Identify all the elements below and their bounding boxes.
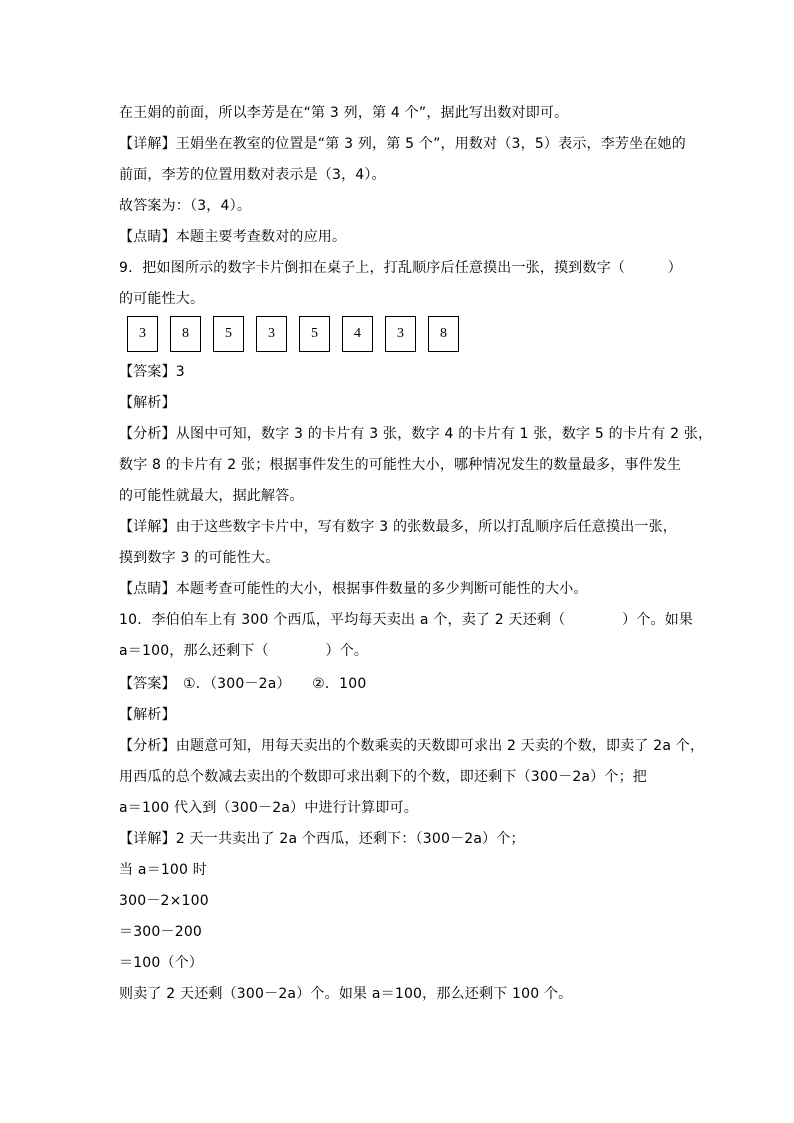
text-line: 【解析】 (119, 395, 176, 411)
text-line: 300－2×100 (119, 893, 209, 909)
text-line: 摸到数字 3 的可能性大。 (119, 550, 280, 566)
text-line: 则卖了 2 天还剩（300－2a）个。如果 a＝100，那么还剩下 100 个。 (119, 986, 573, 1002)
text-line: 当 a＝100 时 (119, 862, 208, 878)
text-line: 故答案为：（3，4）。 (119, 198, 252, 214)
text-line: 【分析】从图中可知，数字 3 的卡片有 3 张，数字 4 的卡片有 1 张，数字 5 的卡片有 2 张， (119, 426, 713, 442)
text-line: ＝300－200 (119, 924, 203, 940)
text-line: 的可能性大。 (119, 291, 205, 307)
text-line: a＝100 代入到（300－2a）中进行计算即可。 (119, 800, 418, 816)
digit-card: 3 (256, 316, 287, 352)
answer-line: 【答案】 ①．（300－2a） ②．100 (119, 676, 367, 692)
answer-line: 【答案】3 (119, 364, 185, 380)
text-line: 在王娟的前面，所以李芳是在“第 3 列，第 4 个”，据此写出数对即可。 (119, 105, 569, 121)
text-line: 【点睛】本题主要考查数对的应用。 (119, 229, 347, 245)
text-line: a＝100，那么还剩下（ ）个。 (119, 643, 369, 659)
question-10-line: 10．李伯伯车上有 300 个西瓜，平均每天卖出 a 个，卖了 2 天还剩（ ）个。如果 (119, 612, 694, 628)
text-line: 【详解】由于这些数字卡片中，写有数字 3 的张数最多，所以打乱顺序后任意摸出一张， (119, 519, 678, 535)
digit-card: 3 (385, 316, 416, 352)
digit-cards (127, 316, 467, 354)
text-line: 【解析】 (119, 707, 176, 723)
text-line: 【点睛】本题考查可能性的大小，根据事件数量的多少判断可能性的大小。 (119, 581, 588, 597)
digit-card: 8 (428, 316, 459, 352)
digit-card: 3 (127, 316, 158, 352)
digit-card: 5 (213, 316, 244, 352)
text-line: ＝100（个） (119, 955, 204, 971)
digit-card: 5 (299, 316, 330, 352)
text-line: 用西瓜的总个数减去卖出的个数即可求出剩下的个数，即还剩下（300－2a）个；把 (119, 769, 648, 785)
text-line: 【详解】2 天一共卖出了 2a 个西瓜，还剩下：（300－2a）个； (119, 831, 525, 847)
text-line: 【分析】由题意可知，用每天卖出的个数乘卖的天数即可求出 2 天卖的个数，即卖了 2a 个， (119, 738, 705, 754)
digit-card: 4 (342, 316, 373, 352)
text-line: 的可能性就最大，据此解答。 (119, 488, 304, 504)
digit-card: 8 (170, 316, 201, 352)
text-line: 数字 8 的卡片有 2 张；根据事件发生的可能性大小，哪种情况发生的数量最多，事件发生 (119, 457, 682, 473)
question-9-line: 9．把如图所示的数字卡片倒扣在桌子上，打乱顺序后任意摸出一张，摸到数字（ ） (119, 260, 682, 276)
text-line: 【详解】王娟坐在教室的位置是“第 3 列，第 5 个”，用数对（3，5）表示，李芳坐在她的 (119, 136, 686, 152)
text-line: 前面，李芳的位置用数对表示是（3，4）。 (119, 167, 386, 183)
